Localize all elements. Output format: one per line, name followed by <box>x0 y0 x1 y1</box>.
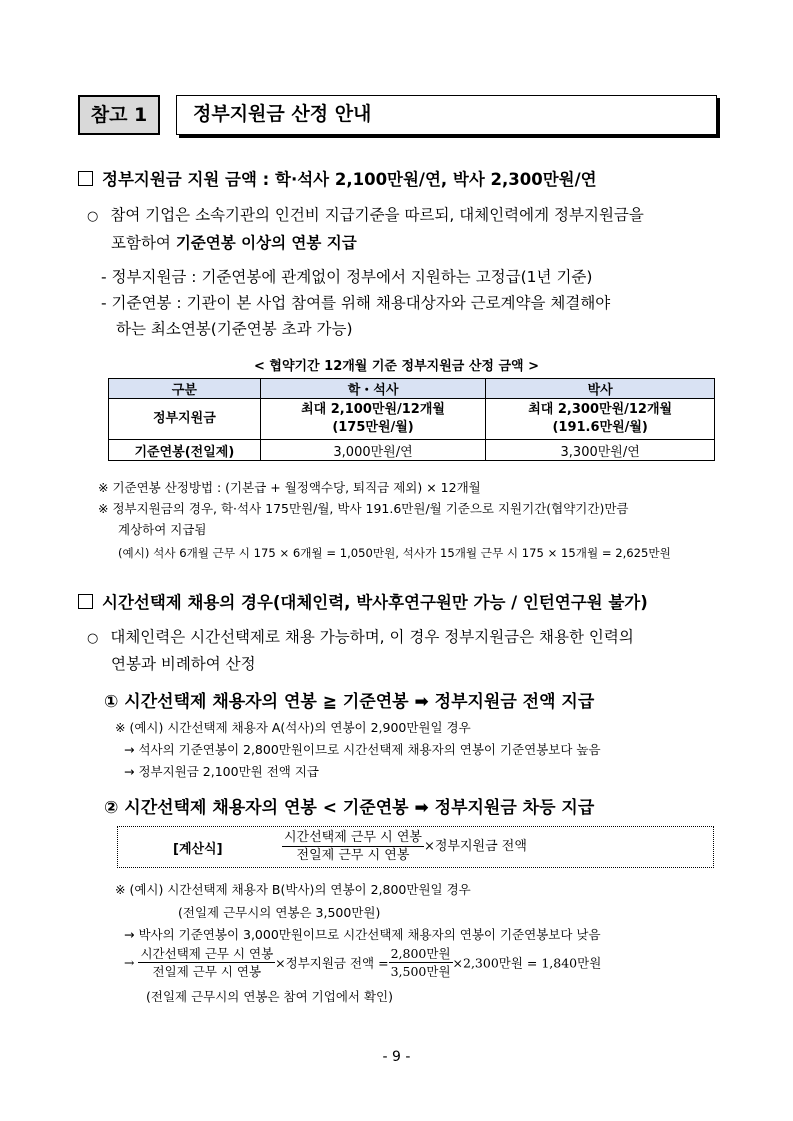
section1-bullet-line2-bold: 기준연봉 이상의 연봉 지급 <box>175 234 357 252</box>
case1-arrow-line2: → 정부지원금 2,100만원 전액 지급 <box>124 764 319 779</box>
page-title: 정부지원금 산정 안내 <box>176 95 717 135</box>
table-cell: 정부지원금 <box>109 399 261 440</box>
section2-heading <box>78 589 648 613</box>
checkbox-square-icon <box>78 171 93 186</box>
case2-example: ※ (예시) 시간선택제 채용자 B(박사)의 연봉이 2,800만원일 경우 <box>115 882 471 897</box>
case2-arrow-line1: → 박사의 기준연봉이 3,000만원이므로 시간선택제 채용자의 연봉이 기준연봉보다 낮음 <box>124 927 601 942</box>
section2-bullet-line2: 연봉과 비례하여 산정 <box>111 655 256 673</box>
calc-numerator-1: 시간선택제 근무 시 연봉 <box>140 946 274 961</box>
calc-denominator-2: 3,500만원 <box>390 964 451 979</box>
section1-bullet-line1 <box>87 203 644 225</box>
table-caption: < 협약기간 12개월 기준 정부지원금 산정 금액 > <box>253 359 540 374</box>
case1-example: ※ (예시) 시간선택제 채용자 A(석사)의 연봉이 2,900만원일 경우 <box>115 720 471 735</box>
case2-footnote: (전일제 근무시의 연봉은 참여 기업에서 확인) <box>146 989 393 1004</box>
table-cell: 3,300만원/연 <box>486 440 715 461</box>
table-row-subsidy <box>109 399 715 440</box>
table-cell: 3,000만원/연 <box>260 440 486 461</box>
formula-fraction <box>282 829 424 864</box>
section2-bullet-line1 <box>87 625 634 647</box>
table-row-base-salary <box>109 440 715 461</box>
section1-bullet-text: 참여 기업은 소속기관의 인건비 지급기준을 따르되, 대체인력에게 정부지원금을 <box>110 206 644 224</box>
calc-denominator-1: 전일제 근무 시 연봉 <box>152 964 262 979</box>
note-subsidy-line1: ※ 정부지원금의 경우, 학·석사 175만원/월, 박사 191.6만원/월 기준으로 지원기간(협약기간)만큼 <box>98 501 629 516</box>
calc-tail: ×2,300만원 = 1,840만원 <box>452 955 602 971</box>
calc-fraction-2 <box>389 945 453 980</box>
calc-fraction-1 <box>138 945 275 980</box>
case2-example-sub: (전일제 근무시의 연봉은 3,500만원) <box>178 905 381 920</box>
cell-line: (175만원/월) <box>332 420 414 435</box>
note-subsidy-line2: 계상하여 지급됨 <box>118 522 207 537</box>
formula <box>282 829 527 864</box>
circle-bullet-icon: ○ <box>87 209 99 224</box>
cell-line: (191.6만원/월) <box>552 420 648 435</box>
table-cell <box>486 399 715 440</box>
section1-bullet-line2-normal: 포함하여 <box>111 234 176 252</box>
table-header-cell: 박사 <box>486 379 715 399</box>
table-cell <box>260 399 486 440</box>
dash-item-subsidy: - 정부지원금 : 기준연봉에 관계없이 정부에서 지원하는 고정급(1년 기준) <box>101 268 593 286</box>
case1-heading: ① 시간선택제 채용자의 연봉 ≧ 기준연봉 ➡ 정부지원금 전액 지급 <box>104 692 595 712</box>
table-header-cell: 학・석사 <box>260 379 486 399</box>
section2-heading-text: 시간선택제 채용의 경우(대체인력, 박사후연구원만 가능 / 인턴연구원 불가) <box>102 593 648 612</box>
subsidy-table <box>108 378 715 461</box>
formula-label: [계산식] <box>173 842 223 857</box>
example-line: (예시) 석사 6개월 근무 시 175 × 6개월 = 1,050만원, 석사가 15개월 근무 시 175 × 15개월 = 2,625만원 <box>118 546 671 560</box>
circle-bullet-icon: ○ <box>87 631 99 646</box>
calc-numerator-2: 2,800만원 <box>390 946 451 961</box>
page-number: - 9 - <box>382 1049 411 1065</box>
cell-line: 최대 2,100만원/12개월 <box>301 402 445 417</box>
case1-arrow-line1: → 석사의 기준연봉이 2,800만원이므로 시간선택제 채용자의 연봉이 기준연봉보다 높음 <box>124 742 601 757</box>
reference-label: 참고 1 <box>78 95 160 135</box>
calculation-line <box>124 945 601 980</box>
checkbox-square-icon <box>78 594 93 609</box>
cell-line: 최대 2,300만원/12개월 <box>528 402 673 417</box>
case2-heading: ② 시간선택제 채용자의 연봉 < 기준연봉 ➡ 정부지원금 차등 지급 <box>104 798 595 818</box>
section1-bullet-line2 <box>111 231 357 253</box>
table-header-cell: 구분 <box>109 379 261 399</box>
table-cell: 기준연봉(전일제) <box>109 440 261 461</box>
dash-item-base-salary: - 기준연봉 : 기관이 본 사업 참여를 위해 채용대상자와 근로계약을 체결해야 <box>101 294 611 312</box>
dash-item-base-salary-cont: 하는 최소연봉(기준연봉 초과 가능) <box>116 320 353 338</box>
section2-bullet-text: 대체인력은 시간선택제로 채용 가능하며, 이 경우 정부지원금은 채용한 인력의 <box>110 628 634 646</box>
section1-heading <box>78 166 597 190</box>
formula-denominator: 전일제 근무 시 연봉 <box>296 848 410 863</box>
formula-tail: ×정부지원금 전액 <box>423 839 527 854</box>
section1-heading-text: 정부지원금 지원 금액 : 학·석사 2,100만원/연, 박사 2,300만원/연 <box>102 170 597 189</box>
table-header-row <box>109 379 715 399</box>
calc-mid: ×정부지원금 전액 = <box>275 955 389 971</box>
note-base-salary-method: ※ 기준연봉 산정방법 : (기본급 + 월정액수당, 퇴직금 제외) × 12개월 <box>98 480 481 495</box>
arrow-icon: → <box>124 955 135 970</box>
formula-numerator: 시간선택제 근무 시 연봉 <box>284 830 422 845</box>
